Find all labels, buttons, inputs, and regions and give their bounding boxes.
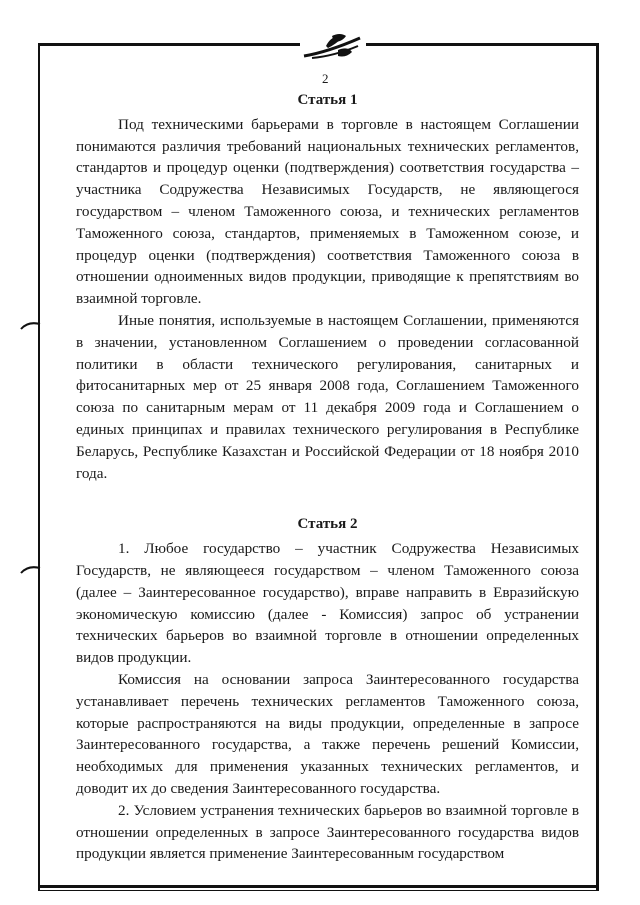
frame-left-line [38,43,40,891]
eurasian-emblem-icon [298,28,368,64]
hole-punch-mark-icon [20,564,42,574]
frame-bottom-thin-line [38,890,598,891]
hole-punch-mark-icon [20,320,42,330]
frame-bottom-line [38,885,598,888]
frame-top-left-line [38,43,300,46]
document-body [76,90,579,865]
article-1-paragraph-2: Иные понятия, используемые в настоящем Соглашении, применяются в значении, установленном Соглашением о проведении согласованной политики в области технического регулирования, санитарных и фитосанитарных мер от 25 января 2008 года, Соглашением Таможенного союза по санитарным мерам от 11 декабря 2009 года и Соглашением о единых принципах и правилах технического регулирования в Республике Беларусь, Республике Казахстан и Российской Федерации от 18 ноября 2010 года. [76,311,579,482]
article-1-title: Статья 1 [297,92,358,108]
frame-right-line [596,43,599,891]
article-2-paragraph-2: Комиссия на основании запроса Заинтересованного государства устанавливает перечень технических регламентов Таможенного союза, которые распространяются на виды продукции, определенные в запросе Заинтересованного государства, а также перечень решений Комиссии, необходимых для применения указанных технических регламентов, и доводит их до сведения Заинтересованного государства. [76,670,579,797]
article-2-paragraph-3: 2. Условием устранения технических барьеров во взаимной торговле в отношении определенных в запросе Заинтересованного государства видов продукции является применение Заинтересованным государством [76,801,579,863]
page-number: 2 [322,71,329,86]
article-2-paragraph-1: 1. Любое государство – участник Содружества Независимых Государств, не являющееся государством – членом Таможенного союза (далее – Заинтересованное государство), вправе направить в Евразийскую экономическую комиссию (далее - Комиссия) запрос об устранении технических барьеров во взаимной торговле в отношении определенных видов продукции. [76,540,579,667]
frame-top-right-line [366,43,598,46]
article-2-title: Статья 2 [297,516,358,533]
article-1-paragraph-1: Под техническими барьерами в торговле в настоящем Соглашении понимаются различия требований национальных технических регламентов, стандартов и процедур оценки (подтверждения) соответствия государства – участника Содружества Независимых Государств, не являющегося государством – членом Таможенного союза, и технических регламентов Таможенного союза, стандартов, применяемых в Таможенном союзе, и процедур оценки (подтверждения) соответствия Таможенного союза в отношении одноименных видов продукции, приводящие к препятствиям во взаимной торговле. [76,115,579,308]
